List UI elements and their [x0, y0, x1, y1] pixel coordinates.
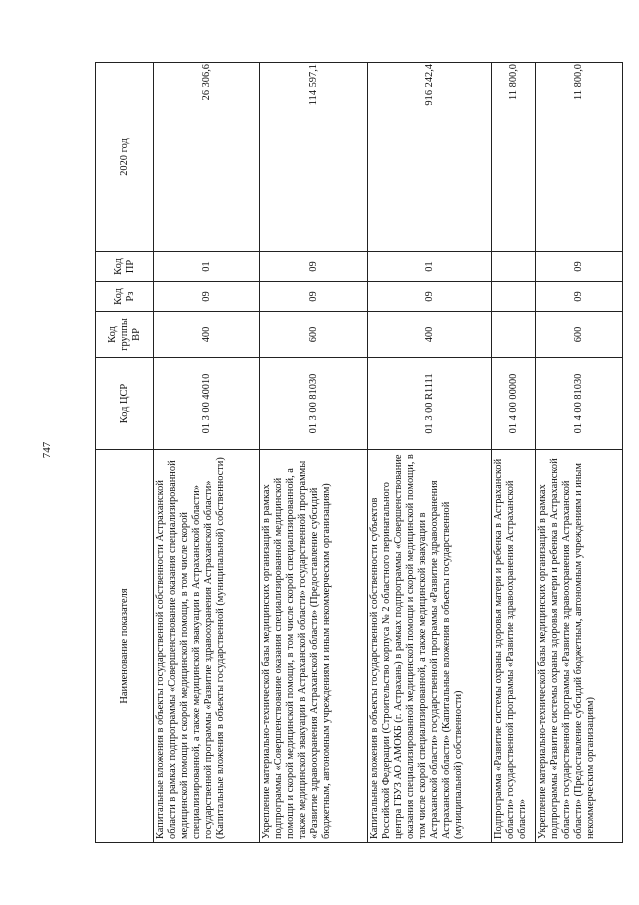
row-amount: 11 800,0	[536, 63, 623, 252]
row-vr: 600	[536, 312, 623, 358]
row-vr	[492, 312, 536, 358]
header-name: Наименование показателя	[96, 450, 154, 843]
row-csr: 01 4 00 81030	[536, 358, 623, 450]
row-pr: 09	[260, 252, 368, 282]
row-name: Капитальные вложения в объекты государственной собственности субъектов Российской Федерации (Строительство корпуса № 2 областного перинатального центра ГБУЗ АО АМОКБ (г. Астрахань) в рамках подпрограммы «Совершенствование оказания специализированной медицинской помощи и скорой медицинской помощи, в том числе скорой специализированной, а также медицинской эвакуации в Астраханской области» государственной программы «Развитие здравоохранения Астраханской области» (Капитальные вложения в объекты государственной (муниципальной) собственности)	[368, 450, 492, 843]
row-name: Подпрограмма «Развитие системы охраны здоровья матери и ребенка в Астраханской области» государственной программы «Развитие здравоохранения Астраханской области»	[492, 450, 536, 843]
header-year: 2020 год	[96, 63, 154, 252]
row-vr: 600	[260, 312, 368, 358]
budget-table-rotated	[95, 63, 622, 843]
row-amount: 11 800,0	[492, 63, 536, 252]
page-number: 747	[41, 441, 53, 459]
row-amount: 114 597,1	[260, 63, 368, 252]
row-csr: 01 3 00 40010	[154, 358, 260, 450]
row-amount: 916 242,4	[368, 63, 492, 252]
header-rz: Код Рз	[96, 282, 154, 312]
row-pr: 01	[368, 252, 492, 282]
row-pr: 09	[536, 252, 623, 282]
row-pr: 01	[154, 252, 260, 282]
row-amount: 26 306,6	[154, 63, 260, 252]
row-csr: 01 3 00 R1111	[368, 358, 492, 450]
table-row	[260, 63, 368, 843]
row-vr: 400	[154, 312, 260, 358]
row-csr: 01 4 00 00000	[492, 358, 536, 450]
row-csr: 01 3 00 81030	[260, 358, 368, 450]
row-vr: 400	[368, 312, 492, 358]
row-pr	[492, 252, 536, 282]
row-rz: 09	[368, 282, 492, 312]
table-row	[154, 63, 260, 843]
row-name: Укрепление материально-технической базы медицинских организаций в рамках подпрограммы «Совершенствование оказания специализированной медицинской помощи и скорой медицинской помощи, в том числе скорой специализированной, а также медицинской эвакуации в Астраханской области» государственной программы «Развитие здравоохранения Астраханской области» (Предоставление субсидий бюджетным, автономным учреждениям и иным некоммерческим организациям)	[260, 450, 368, 843]
table-row	[492, 63, 536, 843]
table-header-row	[96, 63, 154, 843]
row-name: Капитальные вложения в объекты государственной собственности Астраханской области в рамках подпрограммы «Совершенствование оказания специализированной медицинской помощи и скорой медицинской помощи, в том числе скорой специализированной, а также медицинской эвакуации в Астраханской области» государственной программы «Развитие здравоохранения Астраханской области» (Капитальные вложения в объекты государственной (муниципальной) собственности)	[154, 450, 260, 843]
header-pr: Код ПР	[96, 252, 154, 282]
row-rz: 09	[536, 282, 623, 312]
row-rz: 09	[154, 282, 260, 312]
header-vr: Код группы ВР	[96, 312, 154, 358]
table-row	[536, 63, 623, 843]
header-csr: Код ЦСР	[96, 358, 154, 450]
row-rz	[492, 282, 536, 312]
row-name: Укрепление материально-технической базы медицинских организаций в рамках подпрограммы «Развитие системы охраны здоровья матери и ребенка в Астраханской области» государственной программы «Развитие здравоохранения Астраханской области» (Предоставление субсидий бюджетным, автономным учреждениям и иным некоммерческим организациям)	[536, 450, 623, 843]
row-rz: 09	[260, 282, 368, 312]
budget-table	[95, 62, 623, 843]
table-row	[368, 63, 492, 843]
